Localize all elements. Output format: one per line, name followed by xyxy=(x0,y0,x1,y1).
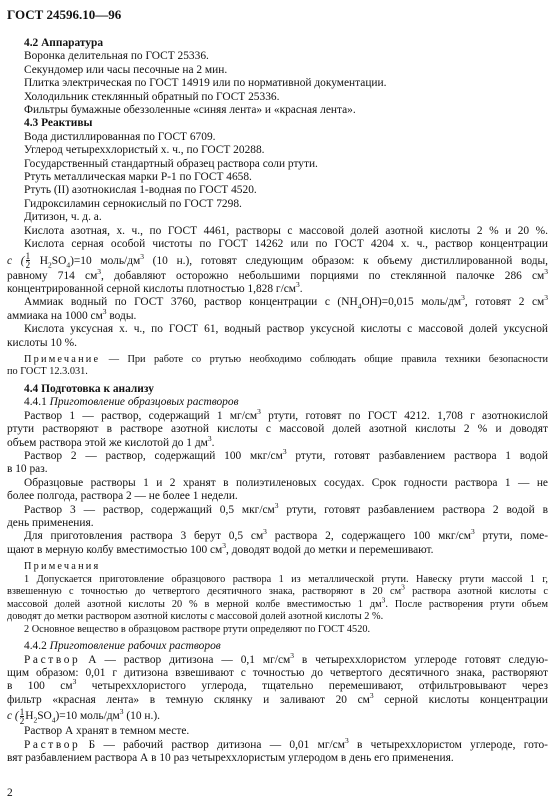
reagent-item: Углерод четыреххлористый х. ч., по ГОСТ 20288. xyxy=(24,144,265,157)
solution-a-storage: Раствор А хранят в темном месте. xyxy=(24,725,190,738)
apparatus-item: Воронка делительная по ГОСТ 25336. xyxy=(24,50,209,63)
note-1-line-3: массовой долей азотной кислоты 20 % в мерной колбе вместимостью 1 $дм^3$. После растворения ртути объем xyxy=(7,595,548,610)
note-safety-line-1: Примечание — При работе со ртутью необходимо соблюдать общие правила техники безопасности xyxy=(24,353,549,365)
reagent-nitric-acid: Кислота азотная, х. ч., по ГОСТ 4461, растворы с массовой долей азотной кислоты 2 % и 20 %. xyxy=(24,224,548,237)
solution-a-line-5: с ( $\frac{1}{2}$ $H_2SO_4)=10$ моль/$дм^3$ (10 н.). xyxy=(7,707,160,727)
solution-2-line-1: Раствор 2 — раствор, содержащий 100 мкг/$см^3$ ртути, готовят разбавлением раствора 1 водой xyxy=(24,447,548,462)
preparation-line-2: щают в мерную колбу вместимостью 100 $см^3$, доводят водой до метки и перемешивают. xyxy=(7,541,434,556)
solution-a-line-1: Раствор А — раствор дитизона — 0,1 $мг/см^3$ в четыреххлористом углероде готовят следую- xyxy=(24,650,548,666)
solution-2-line-2: в 10 раз. xyxy=(7,463,48,476)
solution-a-line-2: щим образом: 0,01 г дитизона взвешивают с точностью до четвертого десятичного знака, растворяют xyxy=(7,667,548,680)
section-4-2-title: 4.2 Аппаратура xyxy=(24,37,104,49)
apparatus-item: Фильтры бумажные обеззоленные «синяя лента» и «красная лента». xyxy=(24,104,356,117)
note-safety-line-2: по ГОСТ 12.3.031. xyxy=(7,366,88,378)
page-number: 2 xyxy=(7,787,13,799)
note-label: Примечание xyxy=(24,353,101,365)
notes-heading: Примечания xyxy=(24,561,101,573)
standard-header: ГОСТ 24596.10—96 xyxy=(7,7,122,22)
storage-line-1: Образцовые растворы 1 и 2 хранят в полиэтиленовых сосудах. Срок годности раствора 1 — не xyxy=(24,476,548,489)
note-1-line-1: 1 Допускается приготовление образцового раствора 1 из металлической ртути. Навеску ртути массой 1 г, xyxy=(24,573,548,585)
reagent-sulfuric-line-1: Кислота серная особой чистоты по ГОСТ 14262 или по ГОСТ 4204 х. ч., раствор концентрации xyxy=(24,238,548,251)
note-1-line-2: взвешенную с точностью до четвертого десятичного знака, растворяют в 20 $см^3$ раствора азотной кислоты с xyxy=(7,582,549,598)
solution-3-line-1: Раствор 3 — раствор, содержащий 0,5 мкг/$см^3$ ртути, готовят разбавлением раствора 2 водой в xyxy=(24,500,548,516)
solution-3-line-2: день применения. xyxy=(7,517,94,529)
document-body xyxy=(7,37,548,765)
apparatus-item: Плитка электрическая по ГОСТ 14919 или по нормативной документации. xyxy=(24,77,387,90)
subsection-4-4-1-title: 4.4.1 Приготовление образцовых растворов xyxy=(24,396,239,409)
reagent-sulfuric-line-4: концентрированной серной кислоты плотностью 1,828 $г/см^3$. xyxy=(7,280,303,295)
solution-1-line-3: объем раствора этой же кислотой до 1 $дм^3$. xyxy=(7,433,215,449)
section-4-3-title: 4.3 Реактивы xyxy=(24,117,93,130)
apparatus-item: Холодильник стеклянный обратный по ГОСТ 25336. xyxy=(24,90,280,103)
solution-a-line-4: фильтр «красная лента» в темную склянку и заливают 20 $см^3$ серной кислоты концентрации xyxy=(7,691,548,706)
storage-line-2: более полгода, раствора 2 — не более 1 недели. xyxy=(7,490,238,503)
fraction-one-half: $\frac{1}{2}$ xyxy=(19,707,25,727)
reagent-item: Государственный стандартный образец раствора соли ртути. xyxy=(24,157,318,170)
reagent-item: Ртуть металлическая марки Р-1 по ГОСТ 4658. xyxy=(24,171,252,184)
solution-a-line-3: в 100 $см^3$ четыреххлористого углерода, тщательно перемешивают, отфильтровывают через xyxy=(7,677,548,693)
reagent-item: Дитизон, ч. д. а. xyxy=(24,211,102,224)
subsection-4-4-2-title: 4.4.2 Приготовление рабочих растворов xyxy=(24,640,221,653)
reagent-acetic-line-1: Кислота уксусная х. ч., по ГОСТ 61, водный раствор уксусной кислоты с массовой долей уксусной xyxy=(24,323,548,336)
apparatus-item: Секундомер или часы песочные на 2 мин. xyxy=(24,63,228,76)
solution-1-line-1: Раствор 1 — раствор, содержащий 1 $мг/см^3$ ртути, готовят по ГОСТ 4212. 1,708 г азотнокислой xyxy=(24,406,548,422)
reagent-item: Гидроксиламин сернокислый по ГОСТ 7298. xyxy=(24,197,242,210)
solution-b-line-1: Раствор Б — рабочий раствор дитизона — 0,01 $мг/см^3$ в четыреххлористом углероде, гото- xyxy=(24,735,548,751)
note-2: 2 Основное вещество в образцовом растворе ртути определяют по ГОСТ 4520. xyxy=(24,623,371,635)
note-1-line-4: доводят до метки раствором азотной кислоты с массовой долей азотной кислоты 2 %. xyxy=(7,611,384,623)
reagent-ammonia-line-1: Аммиак водный по ГОСТ 3760, раствор концентрации с $(NH_4OH)=0,015$ моль/$дм^3$, готовят 2 $см^3$ xyxy=(24,293,548,311)
fraction-one-half: $\frac{1}{2}$ xyxy=(25,251,31,271)
solution-1-line-2: ртути растворяют в растворе азотной кислоты с массовой долей азотной кислоты 2 % и доводят xyxy=(7,423,548,436)
reagent-acetic-line-2: кислоты 10 %. xyxy=(7,336,77,349)
reagent-item: Ртуть (II) азотнокислая 1-водная по ГОСТ 4520. xyxy=(24,184,257,197)
reagent-sulfuric-line-3: равному 714 $см^3$, добавляют осторожно небольшими порциями по стеклянной палочке 286 $см^3$ xyxy=(7,266,549,282)
preparation-line-1: Для приготовления раствора 3 берут 0,5 $см^3$ раствора 2, содержащего 100 мкг/$см^3$ ртути, поме- xyxy=(24,527,548,543)
reagent-item: Вода дистиллированная по ГОСТ 6709. xyxy=(24,130,216,143)
section-4-4-title: 4.4 Подготовка к анализу xyxy=(24,382,154,395)
reagent-ammonia-line-2: аммиака на 1000 $см^3$ воды. xyxy=(7,306,137,322)
solution-b-line-2: вят разбавлением раствора А в 10 раз четыреххлористым углеродом в день его применения. xyxy=(7,752,454,765)
reagent-sulfuric-line-2: с ( $\frac{1}{2}$ $H_2SO_4)=10$ моль/$дм^3$ (10 н.), готовят следующим образом: к объему дистиллированной воды, xyxy=(7,251,548,271)
